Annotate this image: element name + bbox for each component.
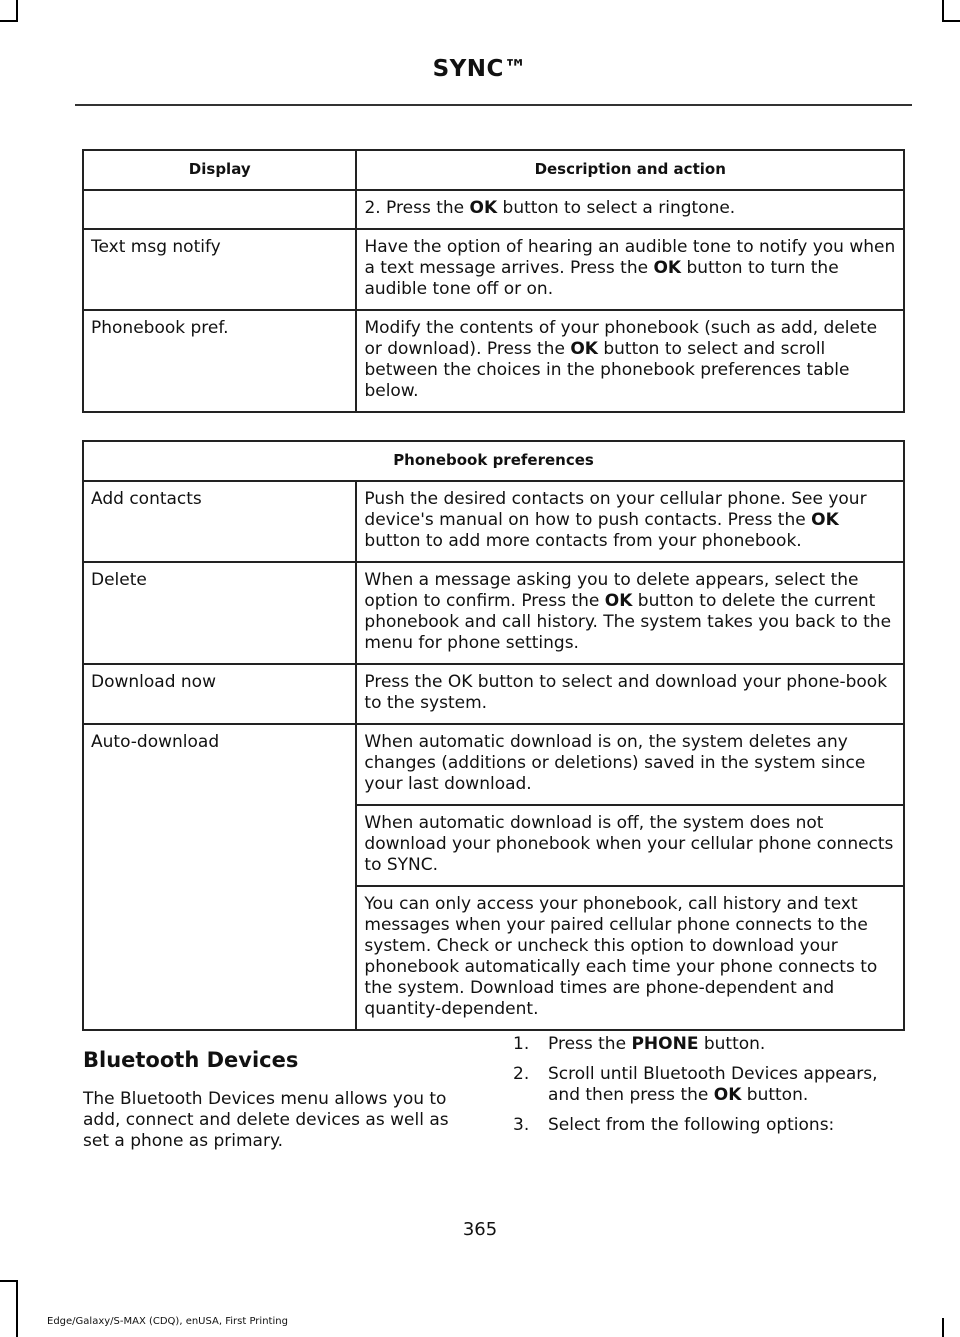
list-item: 2. Scroll until Bluetooth Devices appears, and then press the OK button.: [513, 1064, 878, 1105]
table-row: [83, 664, 904, 724]
display-cell: [83, 190, 356, 229]
list-item: 1. Press the PHONE button.: [513, 1034, 766, 1054]
footer-text: Edge/Galaxy/S-MAX (CDQ), enUSA, First Printing: [47, 1316, 288, 1327]
description-cell: Modify the contents of your phonebook (such as add, delete or download). Press the OK button to select and scroll between the choices in the phonebook preferences table below.: [356, 310, 904, 412]
description-cell: Push the desired contacts on your cellular phone. See your device's manual on how to push contacts. Press the OK button to add more contacts from your phonebook.: [356, 481, 904, 562]
crop-mark: [16, 0, 18, 22]
table-row: [83, 310, 904, 412]
display-cell: Download now: [83, 664, 356, 724]
table-row: [83, 724, 904, 805]
table-row: [83, 190, 904, 229]
phonebook-preferences-table: [82, 440, 905, 1031]
section-paragraph: The Bluetooth Devices menu allows you to add, connect and delete devices as well as set a phone as primary.: [83, 1089, 449, 1151]
step-number: 1.: [513, 1034, 530, 1054]
description-cell: When automatic download is on, the system deletes any changes (additions or deletions) saved in the system since your last download.: [356, 724, 904, 805]
section-heading: Bluetooth Devices: [83, 1048, 299, 1072]
display-cell: Delete: [83, 562, 356, 664]
table-row: [83, 562, 904, 664]
crop-mark: [942, 20, 960, 22]
settings-table: [82, 149, 905, 413]
steps-list: [513, 1034, 913, 1145]
column-header-display: Display: [83, 150, 356, 190]
description-cell: 2. Press the OK button to select a ringtone.: [356, 190, 904, 229]
column-header-description: Description and action: [356, 150, 904, 190]
table-header-row: [83, 441, 904, 481]
description-cell: You can only access your phonebook, call history and text messages when your paired cellular phone connects to the system. Check or uncheck this option to download your phonebook automatically each time your phone connects to the system. Download times are phone-dependent and quantity-dependent.: [356, 886, 904, 1030]
description-cell: When automatic download is off, the system does not download your phonebook when your cellular phone connects to SYNC.: [356, 805, 904, 886]
description-cell: Press the OK button to select and download your phone-book to the system.: [356, 664, 904, 724]
table-header-row: [83, 150, 904, 190]
step-number: 3.: [513, 1115, 530, 1135]
display-cell: Add contacts: [83, 481, 356, 562]
page-title: SYNC™: [432, 56, 528, 82]
table-title: Phonebook preferences: [83, 441, 904, 481]
step-number: 2.: [513, 1064, 530, 1084]
list-item: 3. Select from the following options:: [513, 1115, 835, 1135]
display-cell: Auto-download: [83, 724, 356, 1030]
description-cell: When a message asking you to delete appears, select the option to confirm. Press the OK button to delete the current phonebook and call history. The system takes you back to the menu for phone settings.: [356, 562, 904, 664]
crop-mark: [0, 1280, 18, 1282]
table-row: [83, 481, 904, 562]
page-number: 365: [462, 1219, 498, 1240]
crop-mark: [942, 0, 944, 22]
display-cell: Phonebook pref.: [83, 310, 356, 412]
description-cell: Have the option of hearing an audible tone to notify you when a text message arrives. Press the OK button to turn the audible tone off or on.: [356, 229, 904, 310]
crop-mark: [942, 1318, 944, 1337]
crop-mark: [0, 20, 18, 22]
display-cell: Text msg notify: [83, 229, 356, 310]
table-row: [83, 229, 904, 310]
header-divider: [75, 104, 912, 106]
crop-mark: [16, 1280, 18, 1337]
